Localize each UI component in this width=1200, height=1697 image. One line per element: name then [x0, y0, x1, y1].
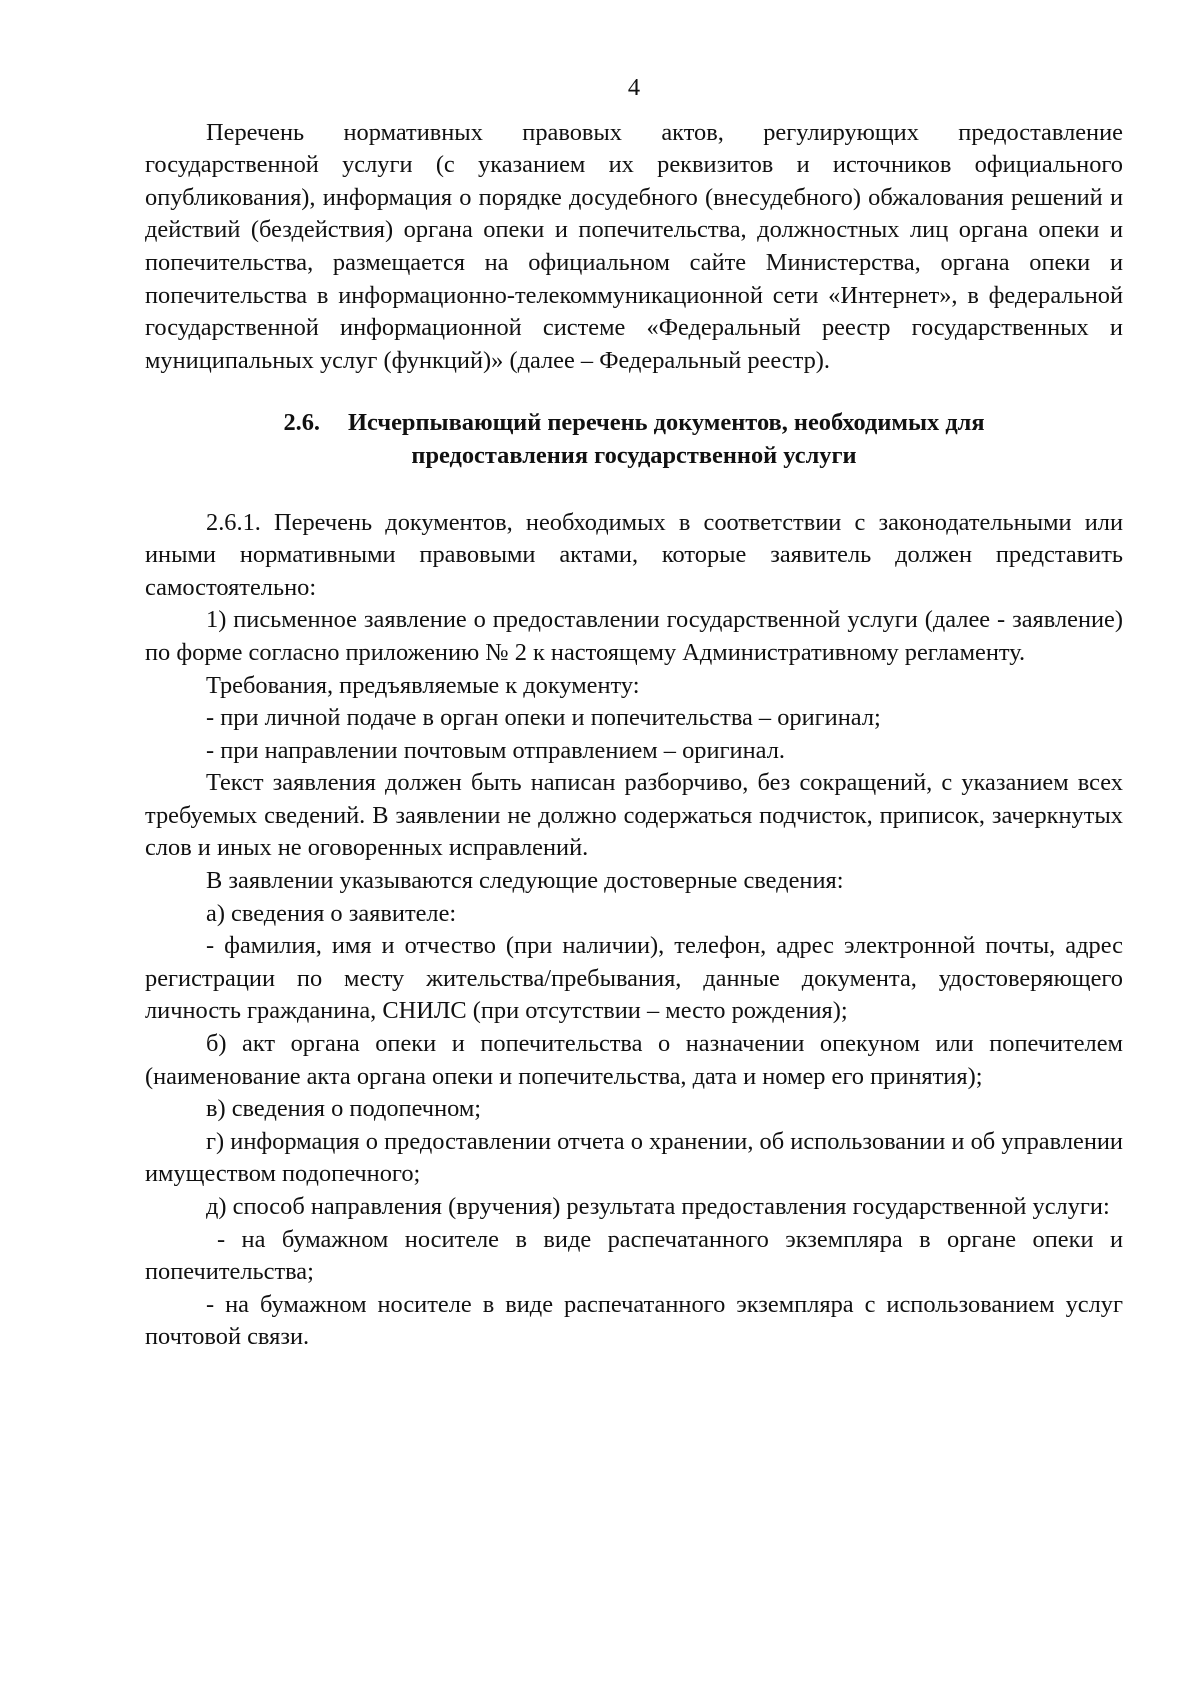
page-number: 4	[627, 74, 641, 101]
section-heading	[145, 407, 1123, 472]
list-item-a-applicant: а) сведения о заявителе:	[206, 899, 457, 927]
list-item-b-guardianship-act: б) акт органа опеки и попечительства о назначении опекуном или попечителем (наименование акта органа опеки и попечительства, дата и номер его принятия);	[145, 1030, 1123, 1090]
paragraph-2-6-1: 2.6.1. Перечень документов, необходимых в соответствии с законодательными или иными нормативными правовыми актами, которые заявитель должен представить самостоятельно:	[145, 508, 1123, 601]
application-text-requirements: Текст заявления должен быть написан разборчиво, без сокращений, с указанием всех требуемых сведений. В заявлении не должно содержаться подчисток, приписок, зачеркнутых слов и иных не оговоренных исправлений.	[145, 769, 1123, 862]
section-title-line-2: предоставления государственной услуги	[411, 441, 857, 469]
delivery-option-in-office: - на бумажном носителе в виде распечатанного экземпляра в органе опеки и попечительства;	[145, 1225, 1123, 1286]
list-item-d-delivery-method: д) способ направления (вручения) результата предоставления государственной услуги:	[206, 1193, 1110, 1220]
requirement-postal-submission: - при направлении почтовым отправлением – оригинал.	[206, 736, 785, 764]
applicant-details: - фамилия, имя и отчество (при наличии), телефон, адрес электронной почты, адрес регистрации по месту жительства/пребывания, данные документа, удостоверяющего личность гражданина, СНИЛС (при отсутствии – место рождения);	[145, 932, 1123, 1025]
application-details-heading: В заявлении указываются следующие достоверные сведения:	[206, 867, 844, 895]
section-title-line-1: Исчерпывающий перечень документов, необходимых для	[348, 409, 985, 437]
list-item-g-report-info: г) информация о предоставлении отчета о хранении, об использовании и об управлении имуществом подопечного;	[145, 1127, 1123, 1188]
list-item-1-application: 1) письменное заявление о предоставлении государственной услуги (далее - заявление) по форме согласно приложению № 2 к настоящему Административному регламенту.	[145, 606, 1123, 666]
intro-paragraph: Перечень нормативных правовых актов, регулирующих предоставление государственной услуги (с указанием их реквизитов и источников официального опубликования), информация о порядке досудебного (внесудебного) обжалования решений и действий (бездействия) органа опеки и попечительства, должностных лиц органа опеки и попечительства, размещается на официальном сайте Министерства, органа опеки и попечительства в информационно-телекоммуникационной сети «Интернет», в федеральной государственной информационной системе «Федеральный реестр государственных и муниципальных услуг (функций)» (далее – Федеральный реестр).	[145, 118, 1123, 374]
requirement-personal-submission: - при личной подаче в орган опеки и попечительства – оригинал;	[206, 704, 881, 732]
section-heading-line-1	[145, 407, 1123, 440]
section-number: 2.6.	[283, 409, 321, 437]
delivery-option-postal: - на бумажном носителе в виде распечатанного экземпляра с использованием услуг почтовой связи.	[145, 1290, 1123, 1351]
requirements-heading: Требования, предъявляемые к документу:	[206, 671, 640, 699]
list-item-v-ward-details: в) сведения о подопечном;	[206, 1095, 482, 1123]
document-page	[145, 72, 1123, 1354]
